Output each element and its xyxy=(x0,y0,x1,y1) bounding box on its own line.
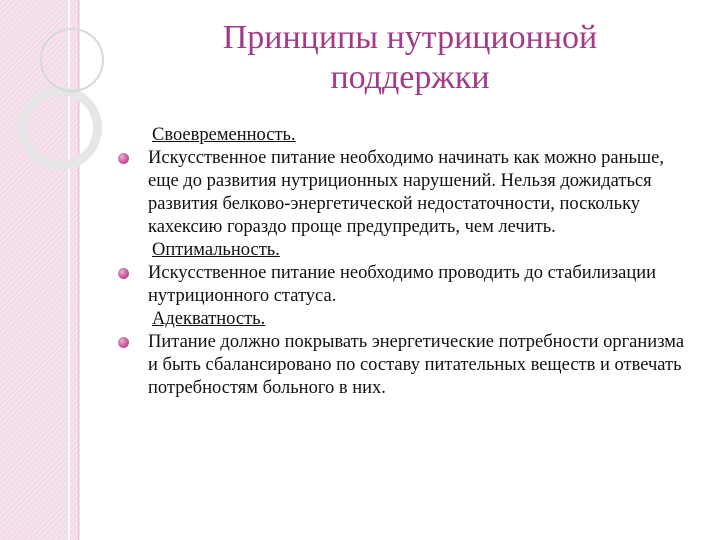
list-item xyxy=(118,147,698,239)
round-bullet-icon xyxy=(118,337,129,348)
section-heading xyxy=(118,308,698,331)
round-bullet-icon xyxy=(118,153,129,164)
section-heading-optimality: Оптимальность. xyxy=(152,240,280,260)
section-heading xyxy=(118,239,698,262)
slide-title xyxy=(110,18,710,98)
list-item-text: Искусственное питание необходимо начинать как можно раньше, еще до развития нутриционных нарушений. Нельзя дожидаться развития белково-энергетической недостаточности, поскольку кахексию гораздо проще предупредить, чем лечить. xyxy=(148,148,665,237)
ring-decoration-large xyxy=(18,86,102,170)
slide-body xyxy=(118,124,698,400)
ring-decoration-small xyxy=(40,28,104,92)
section-heading xyxy=(118,124,698,147)
list-item-text: Питание должно покрывать энергетические потребности организма и быть сбалансировано по составу питательных веществ и отвечать потребностям больного в них. xyxy=(148,332,685,398)
list-item xyxy=(118,331,698,400)
title-line-2: поддержки xyxy=(330,59,490,96)
list-item xyxy=(118,262,698,308)
round-bullet-icon xyxy=(118,268,129,279)
section-heading-adequacy: Адекватность. xyxy=(152,309,266,329)
title-line-1: Принципы нутриционной xyxy=(222,19,598,56)
list-item-text: Искусственное питание необходимо проводить до стабилизации нутриционного статуса. xyxy=(148,263,657,306)
section-heading-timeliness: Своевременность. xyxy=(152,125,296,145)
